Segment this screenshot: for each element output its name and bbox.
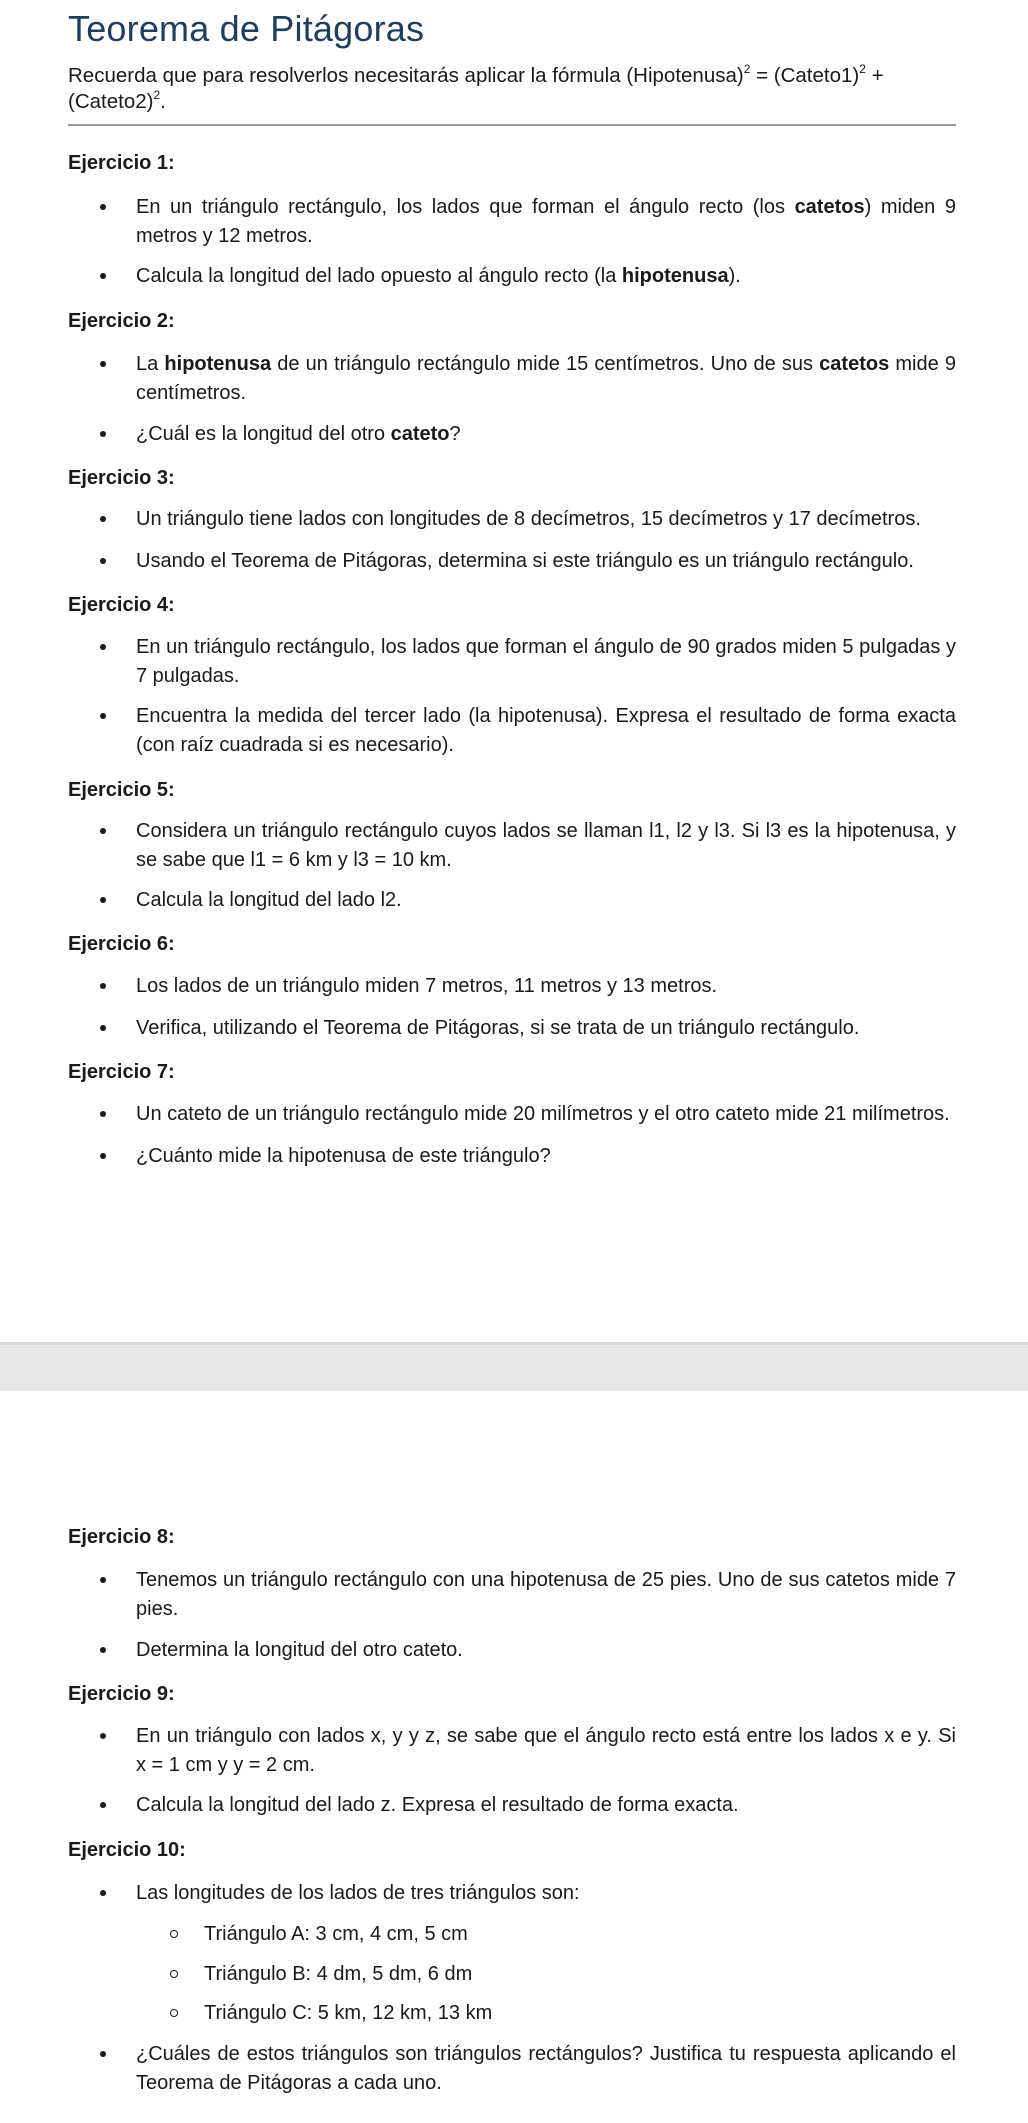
exercise-3-heading: Ejercicio 3: — [68, 467, 175, 489]
intro-text: = (Cateto1) — [750, 64, 860, 87]
bullet-text: En un triángulo con lados x, y y z, se sabe que el ángulo recto está entre los lados x e y. Si x = 1 cm y y = 2 cm. — [136, 1725, 956, 1776]
exercise-1-heading: Ejercicio 1: — [68, 152, 175, 174]
bullet-text: Considera un triángulo rectángulo cuyos lados se llaman l1, l2 y l3. Si l3 es la hipotenusa, y se sabe que l1 = 6 km y l3 = 10 km. — [136, 820, 956, 871]
sub-item-text: Triángulo C: 5 km, 12 km, 13 km — [204, 2002, 493, 2024]
bullet-icon — [100, 1733, 106, 1739]
bullet-icon — [100, 644, 106, 650]
text: ? — [449, 423, 461, 445]
exercise-2-heading: Ejercicio 2: — [68, 310, 175, 332]
bullet-icon — [100, 204, 106, 210]
bullet-icon — [100, 273, 106, 279]
exponent: 2 — [153, 88, 161, 102]
bullet-text: Los lados de un triángulo miden 7 metros, 11 metros y 13 metros. — [136, 975, 718, 997]
bullet-text: Verifica, utilizando el Teorema de Pitágoras, si se trata de un triángulo rectángulo. — [136, 1017, 860, 1039]
bullet-text: ¿Cuáles de estos triángulos son triángulos rectángulos? Justifica tu respuesta aplicando el Teorema de Pitágoras a cada uno. — [136, 2043, 956, 2094]
intro-text: + (Cateto2) — [68, 64, 884, 113]
bullet-icon — [100, 1577, 106, 1583]
bullet-text: Un triángulo tiene lados con longitudes de 8 decímetros, 15 decímetros y 17 decímetros. — [136, 508, 921, 530]
intro-text: Recuerda que para resolverlos necesitarás aplicar la fórmula (Hipotenusa) — [68, 64, 744, 87]
bullet-icon — [100, 713, 106, 719]
exercise-8-heading: Ejercicio 8: — [68, 1526, 175, 1548]
circle-bullet-icon — [170, 1970, 178, 1978]
bold-text: hipotenusa — [621, 265, 729, 287]
exercise-7-heading: Ejercicio 7: — [68, 1061, 175, 1083]
exercise-10-heading: Ejercicio 10: — [68, 1839, 186, 1861]
bullet-icon — [100, 983, 106, 989]
bullet-text: Tenemos un triángulo rectángulo con una hipotenusa de 25 pies. Uno de sus catetos mide 7 pies. — [136, 1569, 956, 1620]
exponent: 2 — [859, 62, 866, 76]
intro-formula — [68, 62, 968, 114]
bullet-icon — [100, 1647, 106, 1653]
page-2 — [0, 1388, 1028, 2123]
bullet-text: Un cateto de un triángulo rectángulo mide 20 milímetros y el otro cateto mide 21 milímetros. — [136, 1103, 950, 1125]
bullet-text: Calcula la longitud del lado z. Expresa el resultado de forma exacta. — [136, 1794, 739, 1816]
text: de un triángulo rectángulo mide 15 centímetros. Uno de sus — [271, 353, 820, 375]
bold-text: catetos — [794, 196, 865, 218]
bullet-icon — [100, 1153, 106, 1159]
exercise-5-heading: Ejercicio 5: — [68, 779, 175, 801]
bullet-icon — [100, 516, 106, 522]
bullet-text: En un triángulo rectángulo, los lados que forman el ángulo de 90 grados miden 5 pulgadas y 7 pulgadas. — [136, 636, 956, 687]
text: Calcula la longitud del lado opuesto al ángulo recto (la — [136, 265, 622, 287]
bullet-icon — [100, 431, 106, 437]
bold-text: cateto — [390, 423, 450, 445]
exponent: 2 — [743, 62, 751, 76]
bullet-text: Calcula la longitud del lado l2. — [136, 889, 402, 911]
text: La — [136, 353, 165, 375]
bullet-icon — [100, 1890, 106, 1896]
bullet-icon — [100, 897, 106, 903]
text: ¿Cuál es la longitud del otro — [136, 423, 391, 445]
exercise-6-heading: Ejercicio 6: — [68, 933, 175, 955]
text: mide 9 centímetros. — [136, 353, 956, 404]
bullet-icon — [100, 361, 106, 367]
divider — [68, 124, 956, 126]
text: ) miden 9 metros y 12 metros. — [136, 196, 956, 247]
bullet-text: Encuentra la medida del tercer lado (la hipotenusa). Expresa el resultado de forma exacta (con raíz cuadrada si es necesario). — [136, 705, 956, 756]
page-title: Teorema de Pitágoras — [68, 8, 425, 49]
bullet-text: Determina la longitud del otro cateto. — [136, 1639, 463, 1661]
exercise-4-heading: Ejercicio 4: — [68, 594, 175, 616]
bullet-icon — [100, 828, 106, 834]
text: ). — [728, 265, 741, 287]
bullet-icon — [100, 1802, 106, 1808]
bold-text: catetos — [819, 353, 890, 375]
bullet-icon — [100, 1111, 106, 1117]
bold-text: hipotenusa — [164, 353, 272, 375]
bullet-text: ¿Cuánto mide la hipotenusa de este triángulo? — [136, 1145, 551, 1167]
circle-bullet-icon — [170, 2009, 178, 2017]
sub-item-text: Triángulo A: 3 cm, 4 cm, 5 cm — [204, 1923, 468, 1945]
page-break — [0, 1342, 1028, 1391]
sub-item-text: Triángulo B: 4 dm, 5 dm, 6 dm — [204, 1963, 473, 1985]
bullet-icon — [100, 2051, 106, 2057]
bullet-icon — [100, 1025, 106, 1031]
text: En un triángulo rectángulo, los lados que forman el ángulo recto (los — [136, 196, 795, 218]
bullet-text: Usando el Teorema de Pitágoras, determina si este triángulo es un triángulo rectángulo. — [136, 550, 914, 572]
exercise-9-heading: Ejercicio 9: — [68, 1683, 175, 1705]
intro-text: . — [160, 90, 166, 113]
bullet-text: Las longitudes de los lados de tres triángulos son: — [136, 1882, 580, 1904]
bullet-icon — [100, 558, 106, 564]
circle-bullet-icon — [170, 1930, 178, 1938]
